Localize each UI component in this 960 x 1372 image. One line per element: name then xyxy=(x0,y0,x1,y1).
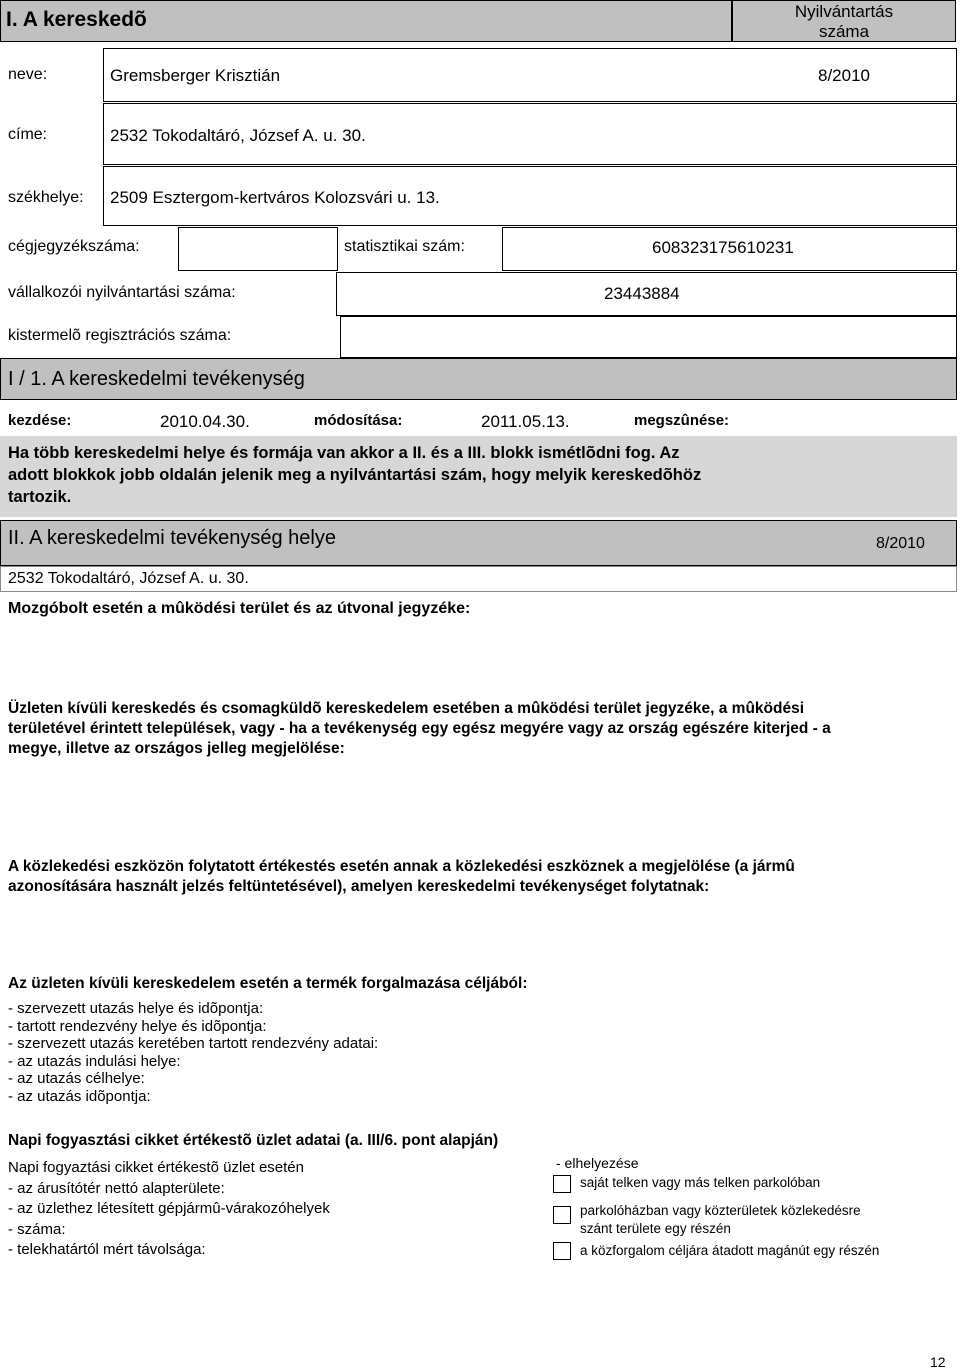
daily-item: - az üzlethez létesített gépjármû-várakozóhelyek xyxy=(8,1200,330,1217)
placement-option-parking-house-cont: szánt területe egy részén xyxy=(580,1221,731,1236)
mobile-shop-label: Mozgóbolt esetén a mûködési terület és az útvonal jegyzéke: xyxy=(8,600,471,617)
promo-item: - szervezett utazás helye és idõpontja: xyxy=(8,1000,264,1017)
stat-value: 608323175610231 xyxy=(652,238,794,257)
outside-line-1: Üzleten kívüli kereskedés és csomagküldõ kereskedelem esetében a mûködési terület jegyzéke, a mûködési xyxy=(8,700,805,717)
promo-item: - az utazás célhelye: xyxy=(8,1070,145,1087)
promo-item: - az utazás indulási helye: xyxy=(8,1052,181,1070)
daily-list xyxy=(8,1158,330,1261)
vehicle-line-2: azonosítására használt jelzés feltüntetésével), amelyen kereskedelmi tevékenységet folytatnak: xyxy=(8,878,710,895)
seat-label: székhelye: xyxy=(8,189,84,206)
daily-item: - száma: xyxy=(8,1220,66,1238)
name-value: Gremsberger Krisztián xyxy=(110,66,281,85)
note-line-3: tartozik. xyxy=(8,488,72,506)
note-line-1: Ha több kereskedelmi helye és formája van akkor a II. és a III. blokk ismétlõdni fog. Az xyxy=(8,444,680,462)
outside-line-3: megye, illetve az országos jelleg megjelölése: xyxy=(8,740,345,757)
promo-item: - tartott rendezvény helye és idõpontja: xyxy=(8,1017,267,1035)
smallproducer-field xyxy=(340,316,957,358)
company-reg-label: cégjegyzékszáma: xyxy=(8,238,140,255)
outside-line-2: területével érintett települések, vagy - ha a tevékenység egy egész megyére vagy az ország egészére kiterjed - a xyxy=(8,720,831,737)
placement-label: - elhelyezése xyxy=(556,1155,639,1171)
modified-label: módosítása: xyxy=(314,412,403,429)
stat-label: statisztikai szám: xyxy=(344,238,465,255)
placement-option-own-plot: saját telken vagy más telken parkolóban xyxy=(580,1175,821,1190)
promo-item: - az utazás idõpontja: xyxy=(8,1087,151,1105)
seat-value: 2509 Esztergom-kertváros Kolozsvári u. 13. xyxy=(110,188,440,207)
entrepreneur-label: vállalkozói nyilvántartási száma: xyxy=(8,284,236,301)
name-label: neve: xyxy=(8,66,48,83)
address-value: 2532 Tokodaltáró, József A. u. 30. xyxy=(110,126,366,145)
placement-checkbox-parking-house[interactable] xyxy=(553,1206,571,1224)
promo-item: - szervezett utazás keretében tartott rendezvény adatai: xyxy=(8,1035,379,1052)
start-label: kezdése: xyxy=(8,412,72,429)
company-reg-field xyxy=(178,227,338,271)
modified-value: 2011.05.13. xyxy=(481,412,570,431)
placement-option-parking-house: parkolóházban vagy közterületek közlekedésre xyxy=(580,1203,861,1218)
placement-checkbox-own-plot[interactable] xyxy=(553,1175,571,1193)
place-value: 2532 Tokodaltáró, József A. u. 30. xyxy=(8,570,249,587)
daily-item: Napi fogyaztási cikket értékestõ üzlet esetén xyxy=(8,1159,304,1176)
section-1-title: I. A kereskedõ xyxy=(6,8,147,31)
note-line-2: adott blokkok jobb oldalán jelenik meg a nyilvántartási szám, hogy melyik kereskedõhöz xyxy=(8,466,702,484)
placement-option-private-road: a közforgalom céljára átadott magánút egy részén xyxy=(580,1243,880,1258)
start-value: 2010.04.30. xyxy=(160,412,250,431)
placement-checkbox-private-road[interactable] xyxy=(553,1242,571,1260)
page-number: 12 xyxy=(930,1354,946,1370)
section-2-register-number: 8/2010 xyxy=(876,535,925,552)
end-label: megszûnése: xyxy=(634,412,730,429)
smallproducer-label: kistermelõ regisztrációs száma: xyxy=(8,327,232,344)
entrepreneur-value: 23443884 xyxy=(604,284,680,303)
promo-list xyxy=(8,1000,378,1105)
vehicle-line-1: A közlekedési eszközön folytatott értékestés esetén annak a közlekedési eszköznek a megjelölése (a jármû xyxy=(8,858,795,875)
address-label: címe: xyxy=(8,126,48,143)
section-2-title: II. A kereskedelmi tevékenység helye xyxy=(8,527,336,549)
daily-title: Napi fogyasztási cikket értékestõ üzlet adatai (a. III/6. pont alapján) xyxy=(8,1132,499,1149)
register-header-line1: Nyilvántartás xyxy=(794,2,894,21)
register-number-value: 8/2010 xyxy=(818,66,870,85)
daily-item: - az árusítótér nettó alapterülete: xyxy=(8,1179,225,1197)
promo-title: Az üzleten kívüli kereskedelem esetén a termék forgalmazása céljából: xyxy=(8,975,528,992)
section-1-1-title: I / 1. A kereskedelmi tevékenység xyxy=(8,368,305,390)
daily-item: - telekhatártól mért távolsága: xyxy=(8,1241,206,1258)
register-header-line2: száma xyxy=(818,22,870,41)
